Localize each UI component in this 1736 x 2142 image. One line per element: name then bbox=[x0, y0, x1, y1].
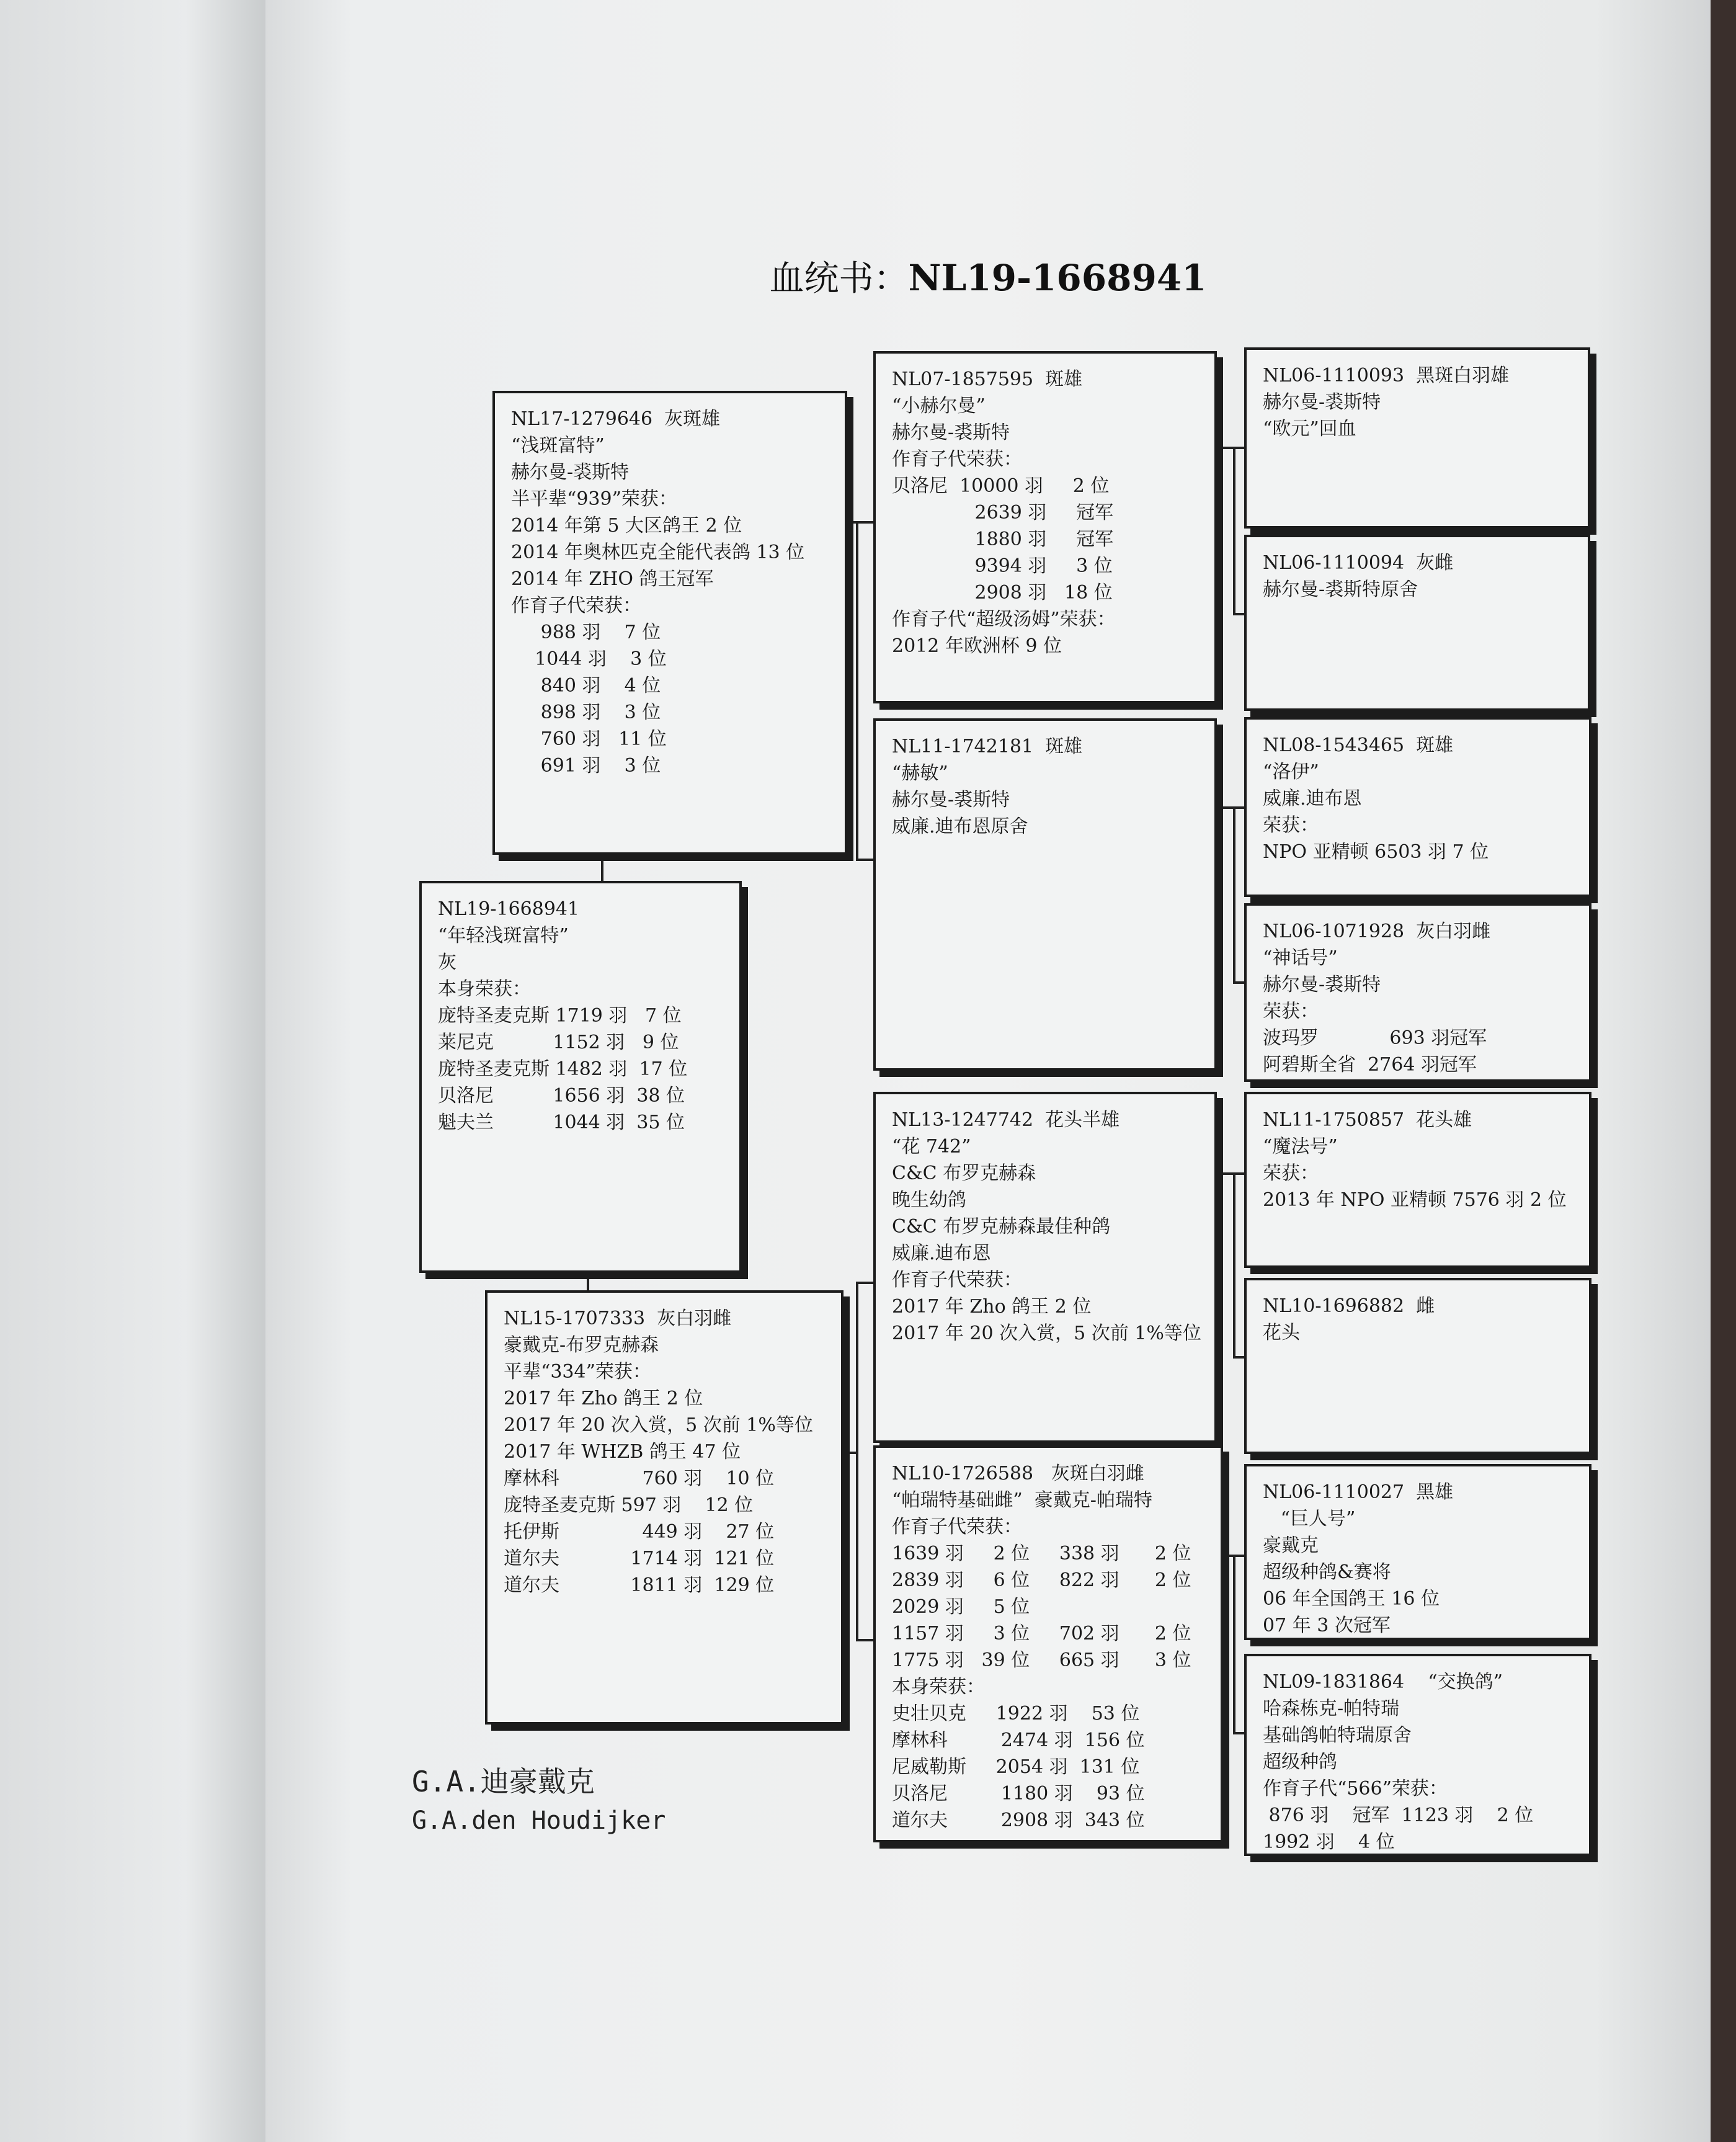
sire-sire-line: 赫尔曼-裘斯特 bbox=[892, 422, 1010, 444]
dss-line: “魔法号” bbox=[1263, 1136, 1338, 1158]
dss-card bbox=[1244, 1092, 1591, 1268]
dam-card bbox=[485, 1290, 844, 1725]
dds-line: 豪戴克 bbox=[1263, 1535, 1319, 1556]
sire-line: 760 羽 11 位 bbox=[511, 728, 667, 750]
connector-dd-to-ddd bbox=[1233, 1732, 1244, 1734]
dss-line: NL11-1750857 花头雄 bbox=[1263, 1109, 1472, 1131]
sire-line: 840 羽 4 位 bbox=[511, 675, 661, 697]
sss-line: 赫尔曼-裘斯特 bbox=[1263, 391, 1381, 413]
sdd-line: “神话号” bbox=[1263, 947, 1338, 969]
subject-line: 贝洛尼 1656 羽 38 位 bbox=[438, 1085, 685, 1107]
connector-ss-bracket-v bbox=[1233, 447, 1235, 614]
dss-line: 2013 年 NPO 亚精顿 7576 羽 2 位 bbox=[1263, 1189, 1567, 1211]
ddd-card bbox=[1244, 1654, 1591, 1856]
dam-dam-line: 尼威勒斯 2054 羽 131 位 bbox=[892, 1756, 1140, 1778]
sdd-line: 赫尔曼-裘斯特 bbox=[1263, 974, 1381, 996]
dam-sire-card bbox=[873, 1092, 1217, 1443]
subject-line: 本身荣获： bbox=[438, 978, 531, 1000]
dam-line: 道尔夫 1714 羽 121 位 bbox=[504, 1548, 775, 1569]
sds-line: 荣获： bbox=[1263, 814, 1319, 836]
dds-line: “巨人号” bbox=[1263, 1508, 1356, 1530]
dam-line: 豪戴克-布罗克赫森 bbox=[504, 1334, 659, 1356]
sss-line: NL06-1110093 黑斑白羽雄 bbox=[1263, 365, 1510, 386]
dam-sire-line: “花 742” bbox=[892, 1136, 971, 1158]
sdd-line: 阿碧斯全省 2764 羽冠军 bbox=[1263, 1054, 1477, 1076]
subject-line: NL19-1668941 bbox=[438, 898, 580, 920]
connector-sire-bracket-v bbox=[856, 521, 858, 861]
dam-line: NL15-1707333 灰白羽雌 bbox=[504, 1308, 732, 1329]
connector-dam-to-dd bbox=[856, 1639, 873, 1641]
sire-sire-line: “小赫尔曼” bbox=[892, 395, 986, 417]
dam-sire-line: 威廉.迪布恩 bbox=[892, 1243, 991, 1264]
dam-dam-line: “帕瑞特基础雌” 豪戴克-帕瑞特 bbox=[892, 1489, 1152, 1511]
connector-ds-bracket-v bbox=[1233, 1172, 1235, 1359]
connector-dam-bracket-v bbox=[856, 1282, 858, 1641]
dam-dam-line: 1775 羽 39 位 665 羽 3 位 bbox=[892, 1649, 1191, 1671]
sire-line: 赫尔曼-裘斯特 bbox=[511, 462, 630, 483]
sire-dam-line: 威廉.迪布恩原舍 bbox=[892, 816, 1028, 837]
sire-line: “浅斑富特” bbox=[511, 435, 605, 457]
dss-line: 荣获： bbox=[1263, 1162, 1319, 1184]
sire-line: 691 羽 3 位 bbox=[511, 755, 661, 777]
dsd-line: 花头 bbox=[1263, 1322, 1300, 1344]
connector-dd-bracket-v bbox=[1233, 1555, 1235, 1734]
sds-card bbox=[1244, 717, 1591, 897]
ssd-card bbox=[1244, 535, 1590, 711]
subject-line: “年轻浅斑富特” bbox=[438, 925, 569, 947]
sss-card bbox=[1244, 347, 1590, 529]
dam-line: 庞特圣麦克斯 597 羽 12 位 bbox=[504, 1494, 754, 1516]
ssd-line: 赫尔曼-裘斯特原舍 bbox=[1263, 579, 1418, 600]
dam-dam-line: 2029 羽 5 位 bbox=[892, 1596, 1030, 1618]
ddd-line: 876 羽 冠军 1123 羽 2 位 bbox=[1263, 1805, 1534, 1826]
sds-line: NPO 亚精顿 6503 羽 7 位 bbox=[1263, 841, 1489, 863]
connector-dam-to-ds bbox=[856, 1282, 873, 1284]
dam-line: 托伊斯 449 羽 27 位 bbox=[504, 1521, 775, 1543]
dam-dam-line: NL10-1726588 灰斑白羽雌 bbox=[892, 1463, 1144, 1484]
dam-dam-card bbox=[873, 1445, 1223, 1842]
dam-dam-line: 贝洛尼 1180 羽 93 位 bbox=[892, 1783, 1145, 1805]
sds-line: 威廉.迪布恩 bbox=[1263, 788, 1362, 810]
sire-sire-line: NL07-1857595 斑雄 bbox=[892, 368, 1083, 390]
sire-sire-line: 作育子代“超级汤姆”荣获： bbox=[892, 609, 1116, 630]
sss-line: “欧元”回血 bbox=[1263, 418, 1356, 440]
connector-sd-bracket-v bbox=[1233, 806, 1235, 984]
ddd-line: NL09-1831864 “交换鸽” bbox=[1263, 1671, 1503, 1693]
dam-line: 2017 年 Zho 鸽王 2 位 bbox=[504, 1388, 703, 1409]
dam-line: 2017 年 WHZB 鸽王 47 位 bbox=[504, 1441, 741, 1463]
sire-sire-line: 2012 年欧洲杯 9 位 bbox=[892, 635, 1062, 657]
breeder-name-cn: G.A.迪豪戴克 bbox=[412, 1765, 595, 1798]
dam-dam-line: 1157 羽 3 位 702 羽 2 位 bbox=[892, 1623, 1191, 1644]
dam-line: 摩林科 760 羽 10 位 bbox=[504, 1468, 775, 1489]
subject-line: 庞特圣麦克斯 1482 羽 17 位 bbox=[438, 1058, 688, 1080]
sire-dam-card bbox=[873, 718, 1217, 1071]
subject-line: 莱尼克 1152 羽 9 位 bbox=[438, 1032, 679, 1053]
dsd-card bbox=[1244, 1278, 1591, 1454]
dam-sire-line: C&C 布罗克赫森最佳种鸽 bbox=[892, 1216, 1111, 1238]
subject-line: 魁夫兰 1044 羽 35 位 bbox=[438, 1112, 685, 1133]
breeder-name-en: G.A.den Houdijker bbox=[412, 1806, 666, 1835]
sire-line: 988 羽 7 位 bbox=[511, 622, 661, 643]
dsd-line: NL10-1696882 雌 bbox=[1263, 1295, 1435, 1317]
sire-line: 898 羽 3 位 bbox=[511, 702, 661, 723]
dam-dam-line: 摩林科 2474 羽 156 位 bbox=[892, 1729, 1145, 1751]
connector-sire-to-sd bbox=[856, 859, 873, 861]
dam-line: 2017 年 20 次入赏，5 次前 1%等位 bbox=[504, 1414, 813, 1436]
dds-line: 06 年全国鸽王 16 位 bbox=[1263, 1588, 1440, 1610]
connector-ss-to-sss bbox=[1217, 447, 1244, 449]
connector-sire-to-ss bbox=[856, 521, 873, 524]
sire-line: 半平辈“939”荣获： bbox=[511, 488, 677, 510]
dam-dam-line: 史壮贝克 1922 羽 53 位 bbox=[892, 1703, 1140, 1725]
sire-sire-line: 2639 羽 冠军 bbox=[892, 502, 1114, 524]
dam-sire-line: 2017 年 Zho 鸽王 2 位 bbox=[892, 1296, 1092, 1318]
sire-line: 作育子代荣获： bbox=[511, 595, 641, 617]
dam-dam-line: 1639 羽 2 位 338 羽 2 位 bbox=[892, 1543, 1191, 1564]
sire-sire-line: 1880 羽 冠军 bbox=[892, 529, 1114, 550]
ddd-line: 哈森栋克-帕特瑞 bbox=[1263, 1698, 1400, 1720]
page-title bbox=[265, 251, 1711, 301]
dds-line: 07 年 3 次冠军 bbox=[1263, 1615, 1391, 1636]
sire-sire-line: 2908 羽 18 位 bbox=[892, 582, 1113, 604]
subject-card bbox=[419, 881, 742, 1273]
dam-dam-line: 作育子代荣获： bbox=[892, 1516, 1022, 1538]
title-ring-number: NL19-1668941 bbox=[908, 257, 1207, 299]
connector-sd-to-sds bbox=[1217, 806, 1244, 809]
sire-sire-line: 作育子代荣获： bbox=[892, 448, 1022, 470]
sire-line: 2014 年第 5 大区鸽王 2 位 bbox=[511, 515, 742, 537]
sire-line: 1044 羽 3 位 bbox=[511, 648, 667, 670]
dam-sire-line: 晚生幼鸽 bbox=[892, 1189, 966, 1211]
sdd-line: NL06-1071928 灰白羽雌 bbox=[1263, 921, 1491, 942]
connector-sd-to-sdd bbox=[1233, 981, 1244, 984]
ddd-line: 基础鸽帕特瑞原舍 bbox=[1263, 1725, 1412, 1746]
sire-sire-line: 9394 羽 3 位 bbox=[892, 555, 1113, 577]
sire-line: 2014 年奥林匹克全能代表鸽 13 位 bbox=[511, 542, 805, 563]
dam-sire-line: 作育子代荣获： bbox=[892, 1269, 1022, 1291]
dds-card bbox=[1244, 1464, 1591, 1640]
connector-ds-to-dsd bbox=[1233, 1356, 1244, 1359]
sire-line: 2014 年 ZHO 鸽王冠军 bbox=[511, 568, 714, 590]
connector-ds-to-dss bbox=[1217, 1172, 1244, 1175]
sire-card bbox=[492, 391, 847, 855]
dds-line: NL06-1110027 黑雄 bbox=[1263, 1481, 1454, 1503]
dam-dam-line: 道尔夫 2908 羽 343 位 bbox=[892, 1810, 1145, 1831]
connector-dam-bracket-h bbox=[844, 1452, 857, 1454]
sire-sire-line: 贝洛尼 10000 羽 2 位 bbox=[892, 475, 1110, 497]
dam-sire-line: 2017 年 20 次入赏，5 次前 1%等位 bbox=[892, 1323, 1201, 1344]
dam-sire-line: C&C 布罗克赫森 bbox=[892, 1162, 1036, 1184]
sds-line: NL08-1543465 斑雄 bbox=[1263, 734, 1454, 756]
sire-dam-line: “赫敏” bbox=[892, 762, 948, 784]
sire-sire-card bbox=[873, 351, 1217, 703]
sdd-line: 荣获： bbox=[1263, 1001, 1319, 1022]
subject-line: 庞特圣麦克斯 1719 羽 7 位 bbox=[438, 1005, 682, 1027]
title-prefix: 血统书： bbox=[769, 259, 909, 299]
ddd-line: 作育子代“566”荣获： bbox=[1263, 1778, 1448, 1800]
connector-ss-to-ssd bbox=[1233, 613, 1244, 615]
sire-line: NL17-1279646 灰斑雄 bbox=[511, 408, 721, 430]
sire-dam-line: NL11-1742181 斑雄 bbox=[892, 736, 1083, 757]
dds-line: 超级种鸽&赛将 bbox=[1263, 1561, 1391, 1583]
dam-dam-line: 2839 羽 6 位 822 羽 2 位 bbox=[892, 1569, 1191, 1591]
subject-line: 灰 bbox=[438, 952, 456, 973]
dam-dam-line: 本身荣获： bbox=[892, 1676, 985, 1698]
ssd-line: NL06-1110094 灰雌 bbox=[1263, 552, 1454, 574]
ddd-line: 超级种鸽 bbox=[1263, 1751, 1337, 1773]
sire-dam-line: 赫尔曼-裘斯特 bbox=[892, 789, 1010, 811]
sdd-line: 波玛罗 693 羽冠军 bbox=[1263, 1027, 1487, 1049]
sdd-card bbox=[1244, 903, 1591, 1082]
facing-page bbox=[0, 0, 265, 2142]
sds-line: “洛伊” bbox=[1263, 761, 1319, 783]
ddd-line: 1992 羽 4 位 bbox=[1263, 1831, 1395, 1853]
dam-line: 道尔夫 1811 羽 129 位 bbox=[504, 1574, 775, 1596]
dam-sire-line: NL13-1247742 花头半雄 bbox=[892, 1109, 1120, 1131]
connector-sire-subject bbox=[601, 855, 603, 883]
dam-line: 平辈“334”荣获： bbox=[504, 1361, 651, 1383]
